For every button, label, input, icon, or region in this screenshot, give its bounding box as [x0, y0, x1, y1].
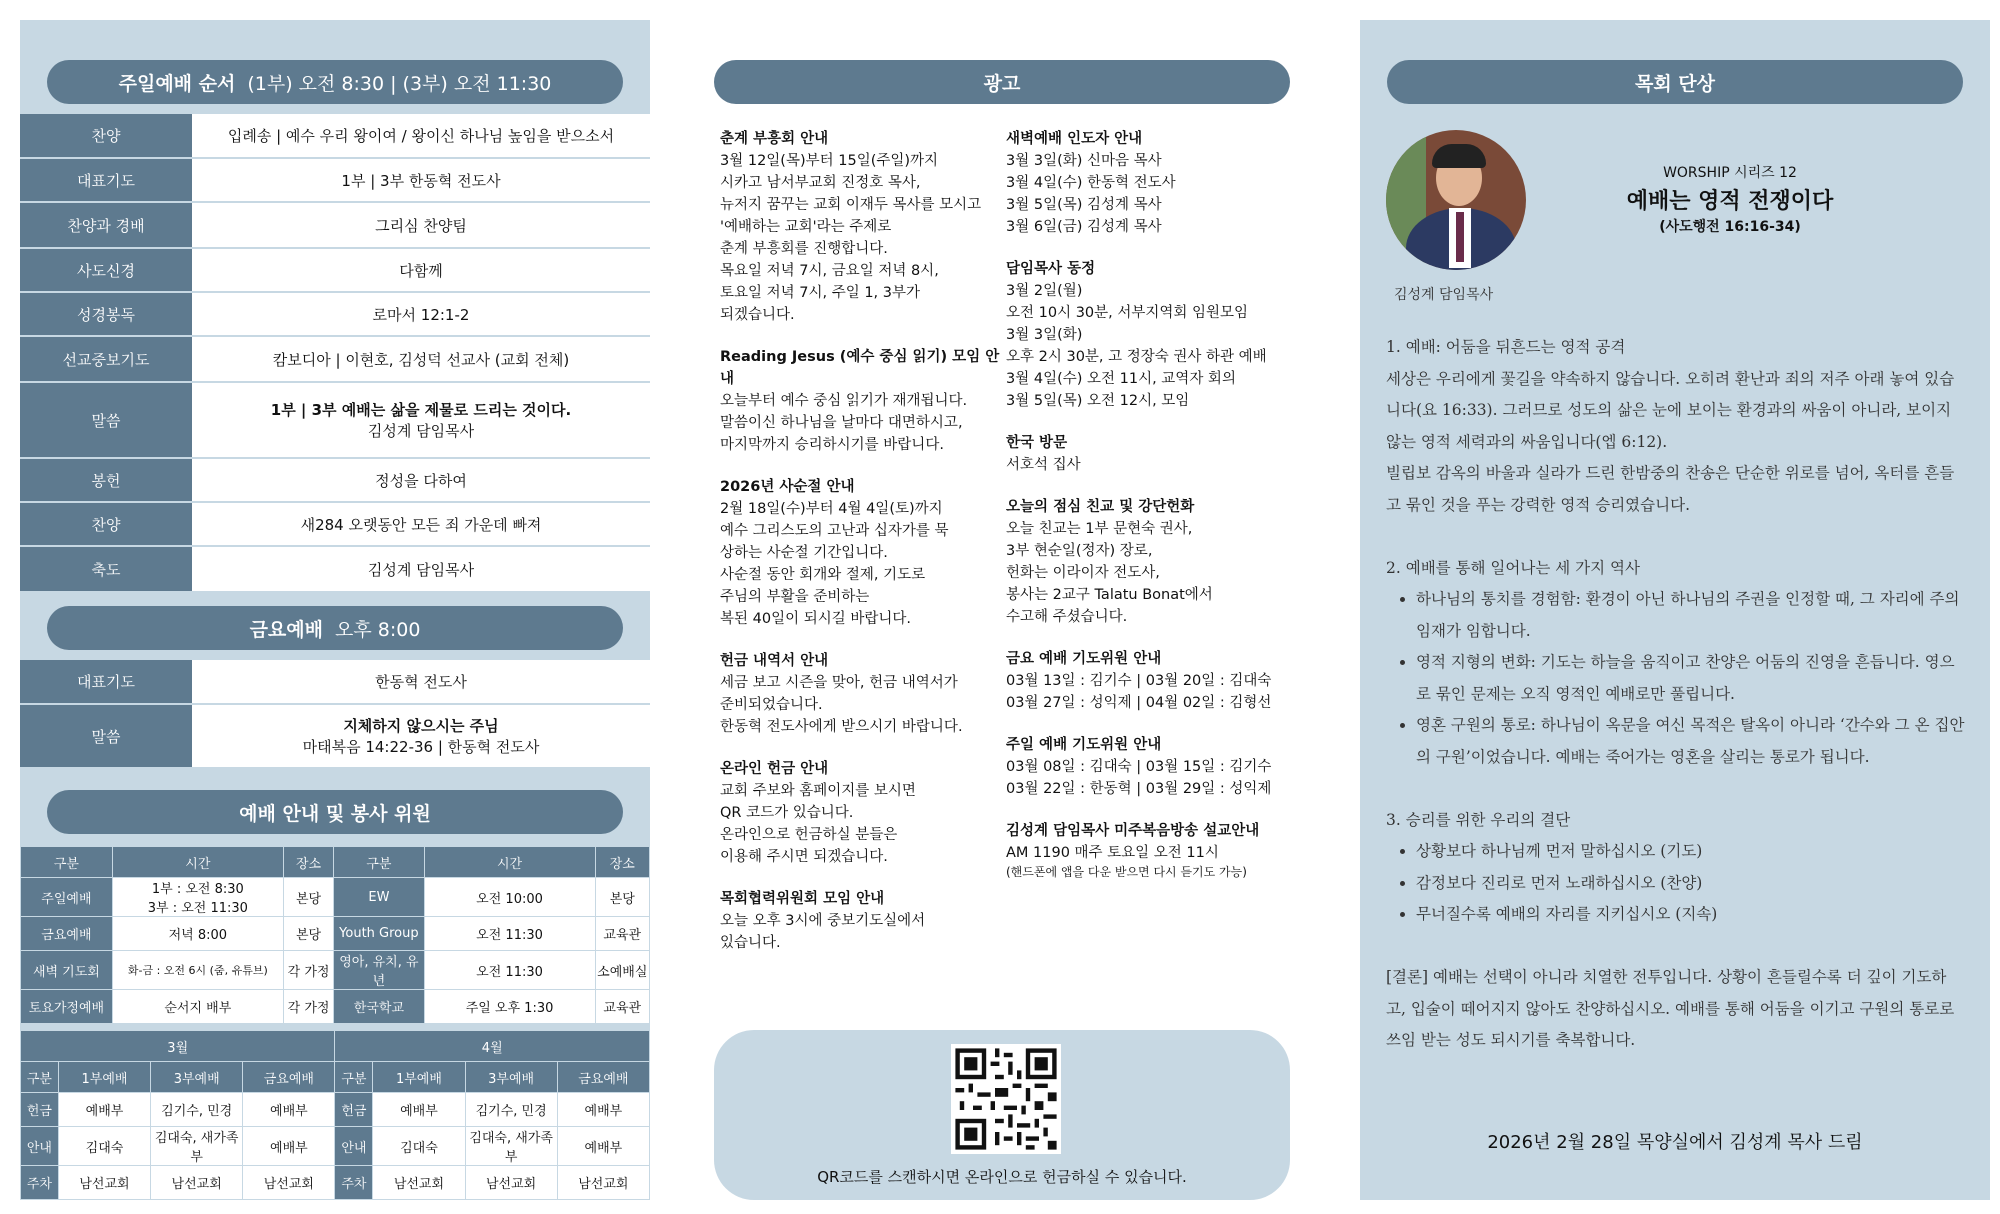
duty-cell: 김대숙	[58, 1127, 150, 1166]
announcement-line: '예배하는 교회'라는 주제로	[720, 219, 892, 235]
announcement-line: 되겠습니다.	[720, 307, 795, 323]
order-row	[20, 336, 650, 382]
pastor-photo	[1386, 130, 1526, 270]
service-info-title: 예배 안내 및 봉사 위원	[239, 802, 431, 825]
duty-header-cell: 구분	[335, 1062, 373, 1093]
service-label-2: 영아, 유치, 유년	[334, 951, 424, 990]
announcement-header	[714, 60, 1290, 104]
announcement-line: 목요일 저녁 7시, 금요일 저녁 8시,	[720, 263, 939, 279]
order-value	[192, 336, 650, 382]
announcement-line: 수고해 주셨습니다.	[1006, 609, 1128, 625]
announcement-line: 춘계 부흥회를 진행합니다.	[720, 241, 888, 257]
section-1-text-2: 빌립보 감옥의 바울과 실라가 드린 한밤중의 찬송은 단순한 위로를 넘어, 옥터를 흔들고 묶인 것을 푸는 강력한 영적 승리였습니다.	[1386, 464, 1955, 514]
announcement-line: 말씀이신 하나님을 날마다 대면하시고,	[720, 415, 963, 431]
order-value-line: 그리심 찬양팀	[375, 216, 467, 235]
service-time	[112, 951, 283, 990]
pastor-name: 김성계 담임목사	[1394, 287, 1494, 303]
duty-row	[21, 1093, 650, 1127]
duty-header-cell: 3부예배	[151, 1062, 243, 1093]
order-value	[192, 202, 650, 248]
announcement-item	[720, 888, 1010, 954]
order-label: 성경봉독	[20, 292, 192, 336]
friday-value	[192, 660, 650, 704]
service-header-cell: 시간	[112, 847, 283, 878]
friday-row	[20, 704, 650, 768]
announcement-line: 오늘부터 예수 중심 읽기가 재개됩니다.	[720, 393, 968, 409]
announcement-heading: 한국 방문	[1006, 435, 1068, 451]
order-value-line: 1부 | 3부 한동혁 전도사	[341, 171, 501, 190]
service-place: 각 가정	[283, 990, 333, 1024]
announcement-line: 한동혁 전도사에게 받으시기 바랍니다.	[720, 719, 963, 735]
service-time	[112, 990, 283, 1024]
announcement-item	[720, 346, 1010, 456]
announcement-heading: 담임목사 동정	[1006, 261, 1096, 277]
announcement-line: 있습니다.	[720, 935, 781, 951]
service-time-line: 순서지 배부	[164, 1001, 232, 1016]
section-2-list	[1386, 584, 1966, 773]
announcement-line: 오후 2시 30분, 고 정장숙 권사 하관 예배	[1006, 349, 1267, 365]
section-3-item: • 무너질수록 예배의 자리를 지키십시오 (지속)	[1416, 899, 1966, 931]
pastor-column-title: 목회 단상	[1634, 72, 1716, 95]
order-row	[20, 114, 650, 158]
announcement-item	[1006, 734, 1306, 800]
friday-label: 대표기도	[20, 660, 192, 704]
announcement-line: 3월 6일(금) 김성계 목사	[1006, 219, 1162, 235]
duty-cell: 김대숙	[373, 1127, 465, 1166]
order-label: 축도	[20, 546, 192, 592]
announcement-heading: 김성계 담임목사 미주복음방송 설교안내	[1006, 823, 1260, 839]
section-2-heading: 2. 예배를 통해 일어나는 세 가지 역사	[1386, 558, 1640, 577]
section-3-item: • 상황보다 하나님께 먼저 말하십시오 (기도)	[1416, 836, 1966, 868]
announcement-item	[720, 476, 1010, 630]
announcement-note: (핸드폰에 앱을 다운 받으면 다시 듣기도 가능)	[1006, 865, 1247, 879]
conclusion-text: [결론] 예배는 선택이 아니라 치열한 전투입니다. 상황이 흔들릴수록 더 깊이 기도하고, 입술이 떼어지지 않아도 찬양하십시오. 예배를 통해 어둠을 이기고 구원의 통로로 쓰임 받는 성도 되시기를 축복합니다.	[1386, 968, 1955, 1049]
announcement-item	[1006, 648, 1306, 714]
order-panel	[20, 20, 650, 1200]
duty-cell: 예배부	[243, 1093, 335, 1127]
order-label: 선교중보기도	[20, 336, 192, 382]
service-time-2: 주일 오후 1:30	[424, 990, 595, 1024]
service-time-2: 오전 11:30	[424, 951, 595, 990]
duty-cell: 예배부	[373, 1093, 465, 1127]
duty-row	[21, 1127, 650, 1166]
announcement-line: 3월 12일(목)부터 15일(주일)까지	[720, 153, 939, 169]
duty-cell: 김대숙, 새가족부	[465, 1127, 557, 1166]
order-value-line: 김성계 담임목사	[367, 560, 475, 579]
service-info-header	[47, 790, 623, 834]
qr-box	[714, 1030, 1290, 1200]
service-label-2: EW	[334, 878, 424, 917]
announcement-line: 03월 08일 : 김대숙 | 03월 15일 : 김기수	[1006, 759, 1272, 775]
friday-service-title: 금요예배	[249, 618, 323, 641]
section-1-text: 세상은 우리에게 꽃길을 약속하지 않습니다. 오히려 환난과 죄의 저주 아래 놓여 있습니다(요 16:33). 그러므로 성도의 삶은 눈에 보이는 환경과의 싸움이 아니라, 보이지 않는 영적 세력과의 싸움입니다(엡 6:12).	[1386, 369, 1955, 451]
order-label: 찬양과 경배	[20, 202, 192, 248]
service-row	[21, 917, 650, 951]
qr-caption: QR코드를 스캔하시면 온라인으로 헌금하실 수 있습니다.	[817, 1168, 1187, 1186]
order-label: 말씀	[20, 382, 192, 458]
service-time-line: 저녁 8:00	[168, 928, 228, 943]
duty-label: 주차	[21, 1166, 59, 1200]
announcement-heading: 온라인 헌금 안내	[720, 761, 829, 777]
sermon-body	[1386, 332, 1966, 1057]
sunday-service-title: 주일예배 순서	[118, 72, 236, 95]
service-header-cell: 시간	[424, 847, 595, 878]
order-value	[192, 248, 650, 292]
announcement-line: 서호석 집사	[1006, 457, 1081, 473]
order-row	[20, 248, 650, 292]
order-value-line: 캄보디아 | 이현호, 김성덕 선교사 (교회 전체)	[272, 350, 570, 369]
sermon-series: WORSHIP 시리즈 12	[1663, 165, 1797, 181]
announcement-item	[1006, 496, 1306, 628]
service-label: 토요가정예배	[21, 990, 113, 1024]
duty-cell: 예배부	[557, 1127, 649, 1166]
announcement-line: 주님의 부활을 준비하는	[720, 589, 870, 605]
announcement-line: 준비되었습니다.	[720, 697, 823, 713]
order-label: 찬양	[20, 114, 192, 158]
service-row	[21, 878, 650, 917]
order-row	[20, 382, 650, 458]
section-1-heading: 1. 예배: 어둠을 뒤흔드는 영적 공격	[1386, 338, 1626, 356]
announcement-heading: 춘계 부흥회 안내	[720, 131, 829, 147]
duty-cell: 남선교회	[243, 1166, 335, 1200]
sunday-service-times: (1부) 오전 8:30 | (3부) 오전 11:30	[247, 72, 552, 95]
pastor-column-panel	[1360, 20, 1990, 1200]
announcement-line: 03월 27일 : 성익제 | 04월 02일 : 김형선	[1006, 695, 1272, 711]
section-3-list	[1386, 836, 1966, 931]
announcement-line: 봉사는 2교구 Talatu Bonat에서	[1006, 587, 1213, 603]
announcement-column-1	[720, 128, 1010, 974]
section-2-item: • 하나님의 통치를 경험함: 환경이 아닌 하나님의 주권을 인정할 때, 그 자리에 주의 임재가 임합니다.	[1416, 584, 1966, 647]
duty-cell: 남선교회	[151, 1166, 243, 1200]
order-value-line: 1부 | 3부 예배는 삶을 제물로 드리는 것이다.	[270, 401, 572, 419]
section-3-item: • 감정보다 진리로 먼저 노래하십시오 (찬양)	[1416, 868, 1966, 900]
duty-label: 헌금	[21, 1093, 59, 1127]
friday-value-line: 지체하지 않으시는 주님	[343, 717, 499, 735]
order-value-line: 입례송 | 예수 우리 왕이여 / 왕이신 하나님 높임을 받으소서	[227, 127, 615, 145]
duty-row	[21, 1166, 650, 1200]
service-label: 주일예배	[21, 878, 113, 917]
announcement-line: AM 1190 매주 토요일 오전 11시	[1006, 845, 1219, 861]
order-label: 대표기도	[20, 158, 192, 202]
friday-order-table	[20, 660, 650, 769]
duty-roster-table	[20, 1030, 650, 1200]
service-place-2: 본당	[595, 878, 649, 917]
announcement-line: 사순절 동안 회개와 절제, 기도로	[720, 567, 926, 583]
announcement-item	[1006, 820, 1306, 880]
service-place: 본당	[283, 878, 333, 917]
sermon-title: 예배는 영적 전쟁이다	[1626, 189, 1834, 214]
service-header-cell: 장소	[283, 847, 333, 878]
duty-label: 주차	[335, 1166, 373, 1200]
announcement-line: 온라인으로 헌금하실 분들은	[720, 827, 898, 843]
order-value	[192, 158, 650, 202]
duty-header-cell: 3부예배	[465, 1062, 557, 1093]
announcement-item	[720, 650, 1010, 738]
order-label: 봉헌	[20, 458, 192, 502]
announcement-panel	[700, 20, 1310, 1200]
service-label-2: 한국학교	[334, 990, 424, 1024]
service-row	[21, 951, 650, 990]
duty-label: 헌금	[335, 1093, 373, 1127]
announcement-line: 3월 4일(수) 오전 11시, 교역자 회의	[1006, 371, 1236, 387]
duty-header-cell: 1부예배	[373, 1062, 465, 1093]
order-label: 찬양	[20, 502, 192, 546]
announcement-line: 토요일 저녁 7시, 주일 1, 3부가	[720, 285, 921, 301]
announcement-heading: 새벽예배 인도자 안내	[1006, 131, 1143, 147]
duty-cell: 김기수, 민경	[151, 1093, 243, 1127]
service-header-cell: 구분	[334, 847, 424, 878]
section-2-item: • 영혼 구원의 통로: 하나님이 옥문을 여신 목적은 탈옥이 아니라 ‘간수와 그 온 집안의 구원’이었습니다. 예배는 죽어가는 영혼을 살리는 통로가 됩니다.	[1416, 710, 1966, 773]
section-2-item: • 영적 지형의 변화: 기도는 하늘을 움직이고 찬양은 어둠의 진영을 흔듭니다. 영으로 묶인 문제는 오직 영적인 예배로만 풀립니다.	[1416, 647, 1966, 710]
announcement-line: 복된 40일이 되시길 바랍니다.	[720, 611, 911, 627]
announcement-line: 이용해 주시면 되겠습니다.	[720, 849, 888, 865]
announcement-line: 3월 3일(화)	[1006, 327, 1083, 343]
month-march: 3월	[21, 1031, 335, 1062]
service-label-2: Youth Group	[334, 917, 424, 951]
order-row	[20, 158, 650, 202]
qr-code[interactable]	[951, 1044, 1061, 1154]
announcement-item	[1006, 258, 1306, 412]
order-value-line-2: 김성계 담임목사	[367, 422, 475, 440]
announcement-line: 3부 현순일(정자) 장로,	[1006, 543, 1153, 559]
announcement-heading: 2026년 사순절 안내	[720, 479, 855, 495]
announcement-line: 2월 18일(수)부터 4월 4일(토)까지	[720, 501, 943, 517]
service-time-line: 화-금 : 오전 6시 (줌, 유튜브)	[127, 964, 268, 977]
order-row	[20, 502, 650, 546]
duty-label: 안내	[335, 1127, 373, 1166]
duty-label: 안내	[21, 1127, 59, 1166]
friday-value	[192, 704, 650, 768]
service-place-2: 교육관	[595, 990, 649, 1024]
announcement-heading: Reading Jesus (예수 중심 읽기) 모임 안내	[720, 349, 1000, 387]
service-time	[112, 917, 283, 951]
announcement-item	[720, 758, 1010, 868]
service-place: 본당	[283, 917, 333, 951]
section-3-heading: 3. 승리를 위한 우리의 결단	[1386, 810, 1571, 829]
service-row	[21, 990, 650, 1024]
announcement-item	[1006, 432, 1306, 476]
announcement-line: 3월 4일(수) 한동혁 전도사	[1006, 175, 1176, 191]
service-label: 금요예배	[21, 917, 113, 951]
announcement-heading: 헌금 내역서 안내	[720, 653, 829, 669]
service-time	[112, 878, 283, 917]
announcement-line: 03월 13일 : 김기수 | 03월 20일 : 김대숙	[1006, 673, 1272, 689]
order-row	[20, 202, 650, 248]
announcement-line: 3월 5일(목) 김성계 목사	[1006, 197, 1162, 213]
order-value-line: 다함께	[399, 261, 443, 280]
order-value-line: 새284 오랫동안 모든 죄 가운데 빠져	[300, 515, 542, 534]
announcement-title: 광고	[983, 72, 1021, 95]
announcement-line: 시카고 남서부교회 진정호 목사,	[720, 175, 921, 191]
duty-cell: 김대숙, 새가족부	[151, 1127, 243, 1166]
duty-header-cell: 1부예배	[58, 1062, 150, 1093]
service-place: 각 가정	[283, 951, 333, 990]
announcement-heading: 금요 예배 기도위원 안내	[1006, 651, 1162, 667]
order-row	[20, 458, 650, 502]
duty-header-cell: 구분	[21, 1062, 59, 1093]
announcement-heading: 오늘의 점심 친교 및 강단헌화	[1006, 499, 1195, 515]
duty-cell: 남선교회	[465, 1166, 557, 1200]
order-value	[192, 114, 650, 158]
friday-value-line: 한동혁 전도사	[375, 673, 467, 691]
announcement-line: 03월 22일 : 한동혁 | 03월 29일 : 성익제	[1006, 781, 1272, 797]
order-label: 사도신경	[20, 248, 192, 292]
order-value-line: 로마서 12:1-2	[372, 305, 470, 324]
service-info-table	[20, 846, 650, 1024]
order-value	[192, 458, 650, 502]
announcement-line: 마지막까지 승리하시기를 바랍니다.	[720, 437, 944, 453]
announcement-line: 예수 그리스도의 고난과 십자가를 묵	[720, 523, 949, 539]
order-value	[192, 546, 650, 592]
order-value	[192, 382, 650, 458]
service-place-2: 소예배실	[595, 951, 649, 990]
friday-service-header	[47, 606, 623, 650]
duty-cell: 예배부	[557, 1093, 649, 1127]
announcement-line: 교회 주보와 홈페이지를 보시면	[720, 783, 916, 799]
duty-cell: 남선교회	[557, 1166, 649, 1200]
announcement-line: QR 코드가 있습니다.	[720, 805, 854, 821]
announcement-heading: 목회협력위원회 모임 안내	[720, 891, 885, 907]
duty-header-cell: 금요예배	[243, 1062, 335, 1093]
duty-cell: 예배부	[243, 1127, 335, 1166]
month-april: 4월	[335, 1031, 650, 1062]
announcement-line: 세금 보고 시즌을 맞아, 헌금 내역서가	[720, 675, 958, 691]
order-row	[20, 292, 650, 336]
announcement-item	[720, 128, 1010, 326]
announcement-line: 헌화는 이라이자 전도사,	[1006, 565, 1160, 581]
duty-cell: 남선교회	[58, 1166, 150, 1200]
friday-row	[20, 660, 650, 704]
duty-header-cell: 금요예배	[557, 1062, 649, 1093]
announcement-line: 뉴저지 꿈꾸는 교회 이재두 목사를 모시고	[720, 197, 982, 213]
announcement-column-2	[1006, 128, 1306, 900]
announcement-line: 3월 2일(월)	[1006, 283, 1083, 299]
pastor-column-header	[1387, 60, 1963, 104]
service-header-cell: 구분	[21, 847, 113, 878]
order-row	[20, 546, 650, 592]
service-time-line: 1부 : 오전 8:30	[151, 882, 244, 897]
duty-cell: 김기수, 민경	[465, 1093, 557, 1127]
order-value	[192, 502, 650, 546]
order-value	[192, 292, 650, 336]
service-place-2: 교육관	[595, 917, 649, 951]
announcement-line: 3월 3일(화) 신마음 목사	[1006, 153, 1162, 169]
announcement-line: 3월 5일(목) 오전 12시, 모임	[1006, 393, 1190, 409]
announcement-heading: 주일 예배 기도위원 안내	[1006, 737, 1162, 753]
sermon-reference: (사도행전 16:16-34)	[1659, 219, 1801, 235]
sunday-service-header	[47, 60, 623, 104]
announcement-line: 오늘 친교는 1부 문현숙 권사,	[1006, 521, 1193, 537]
service-time-line-2: 3부 : 오전 11:30	[147, 901, 248, 916]
duty-cell: 예배부	[58, 1093, 150, 1127]
announcement-item	[1006, 128, 1306, 238]
announcement-line: 오전 10시 30분, 서부지역회 임원모임	[1006, 305, 1249, 321]
signature: 2026년 2월 28일 목양실에서 김성계 목사 드림	[1487, 1132, 1863, 1153]
duty-cell: 남선교회	[373, 1166, 465, 1200]
friday-service-time: 오후 8:00	[335, 618, 421, 641]
order-value-line: 정성을 다하여	[375, 471, 467, 490]
announcement-line: 상하는 사순절 기간입니다.	[720, 545, 888, 561]
service-time-2: 오전 11:30	[424, 917, 595, 951]
friday-label: 말씀	[20, 704, 192, 768]
sunday-order-table	[20, 114, 650, 593]
friday-value-line-2: 마태복음 14:22-36 | 한동혁 전도사	[302, 738, 540, 756]
service-header-cell: 장소	[595, 847, 649, 878]
service-time-2: 오전 10:00	[424, 878, 595, 917]
announcement-line: 오늘 오후 3시에 중보기도실에서	[720, 913, 926, 929]
service-label: 새벽 기도회	[21, 951, 113, 990]
